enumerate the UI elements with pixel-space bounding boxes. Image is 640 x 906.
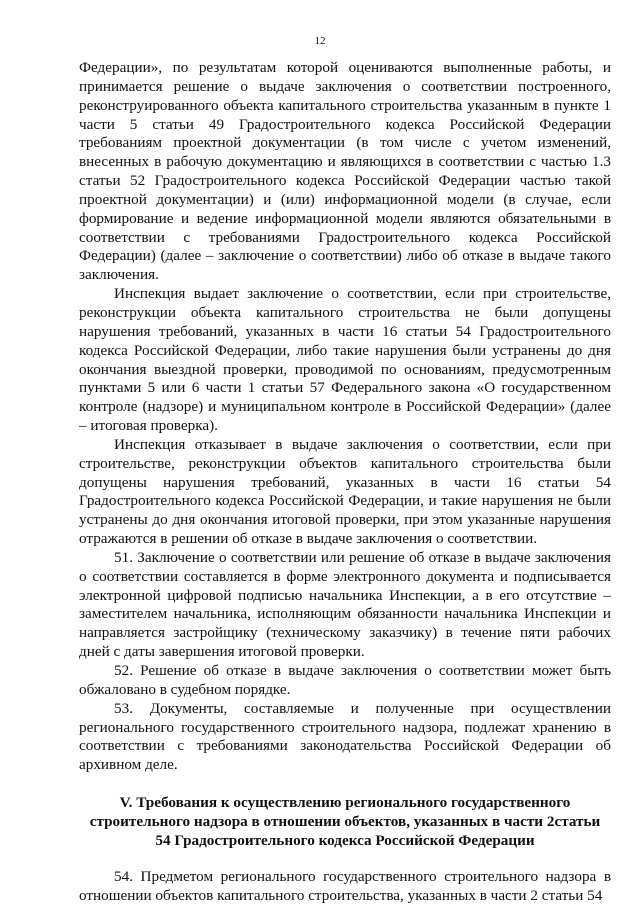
section-heading: V. Требования к осуществлению регионального государственного строительного надзора в отношении объектов, указанных в части 2статьи 54 Градостроительного кодекса Российской Федерации bbox=[89, 794, 601, 850]
paragraph-item-51: 51. Заключение о соответствии или решение об отказе в выдаче заключения о соответствии составляется в форме электронного документа и подписывается электронной цифровой подписью начальника Инспекции, а в его отсутствие – заместителем начальника, исполняющим обязанности начальника Инспекции и направляется застройщику (техническому заказчику) в течение пяти рабочих дней с даты завершения итоговой проверки. bbox=[79, 548, 611, 661]
paragraph-item-54: 54. Предметом регионального государственного строительного надзора в отношении объектов капитального строительства, указанных в части 2 статьи 54 bbox=[79, 868, 611, 904]
paragraph-item-53: 53. Документы, составляемые и полученные при осуществлении регионального государственного строительного надзора, подлежат хранению в соответствии с требованиями законодательства Российской Федерации об архивном деле. bbox=[79, 699, 611, 774]
paragraph-continuation: Федерации», по результатам которой оцениваются выполненные работы, и принимается решение о выдаче заключения о соответствии построенного, реконструированного объекта капитального строительства указанным в пункте 1 части 5 статьи 49 Градостроительного кодекса Российской Федерации требованиям проектной документации (в том числе с учетом изменений, внесенных в рабочую документацию и являющихся в соответствии с частью 1.3 статьи 52 Градостроительного кодекса Российской Федерации частью такой проектной документации) и (или) информационной модели (в случае, если формирование и ведение информационной модели являются обязательными в соответствии с требованиями Градостроительного кодекса Российской Федерации) (далее – заключение о соответствии) либо об отказе в выдаче такого заключения. bbox=[79, 59, 611, 284]
document-body bbox=[79, 59, 611, 906]
paragraph-item-52: 52. Решение об отказе в выдаче заключения о соответствии может быть обжаловано в судебном порядке. bbox=[79, 662, 611, 698]
page-number: 12 bbox=[314, 35, 326, 47]
paragraph-inspection-refuses: Инспекция отказывает в выдаче заключения о соответствии, если при строительстве, реконструкции объектов капитального строительства были допущены нарушения требований, указанных в части 16 статьи 54 Градостроительного кодекса Российской Федерации, и такие нарушения не были устранены до дня окончания итоговой проверки, при этом указанные нарушения отражаются в решении об отказе в выдаче заключения о соответствии. bbox=[79, 435, 611, 548]
paragraph-inspection-issues: Инспекция выдает заключение о соответствии, если при строительстве, реконструкции объекта капитального строительства не были допущены нарушения требований, указанных в части 16 статьи 54 Градостроительного кодекса Российской Федерации, либо такие нарушения были устранены до дня окончания выездной проверки, проводимой по основаниям, предусмотренным пунктами 5 или 6 части 1 статьи 57 Федерального закона «О государственном контроле (надзоре) и муниципальном контроле в Российской Федерации» (далее – итоговая проверка). bbox=[79, 285, 611, 435]
